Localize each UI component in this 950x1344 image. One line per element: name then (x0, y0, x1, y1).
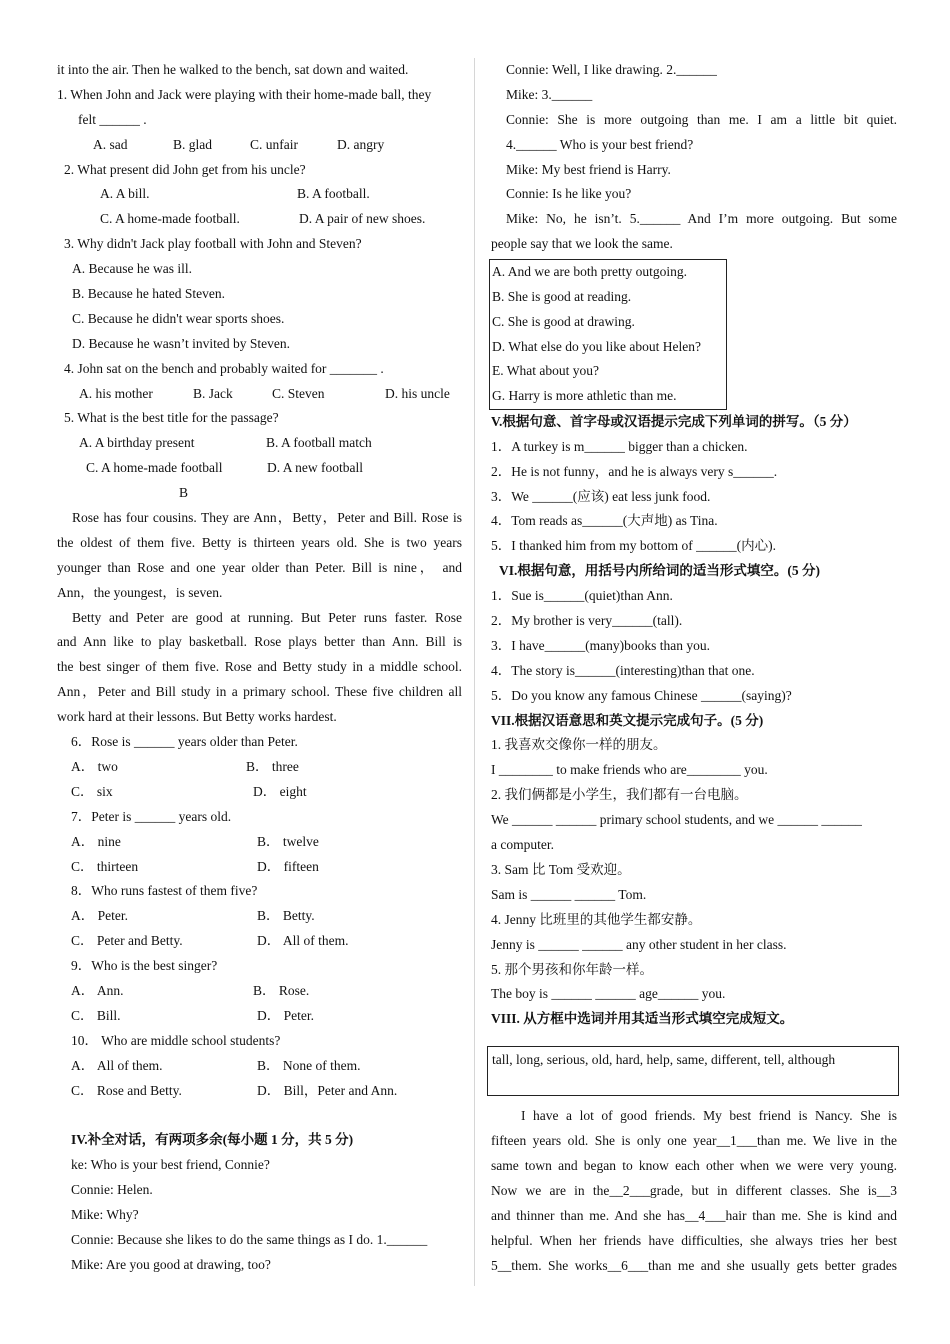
option[interactable]: B. glad (173, 136, 212, 152)
option[interactable]: C. Because he didn't wear sports shoes. (72, 310, 285, 326)
option[interactable]: G. Harry is more athletic than me. (492, 388, 677, 404)
exercise-line: 1．Sue is______(quiet)than Ann. (491, 588, 673, 604)
option[interactable]: A. Because he was ill. (72, 261, 192, 277)
exercise-line: We ______ ______ primary school students, and we ______ ______ (491, 812, 862, 828)
question-5-options-b (57, 456, 462, 481)
exercise-line: 2. 我们俩都是小学生，我们都有一台电脑。 (491, 787, 748, 803)
paragraph-line: younger than Rose and one year older than Peter. Bill is nine， and (57, 559, 462, 575)
exercise-line: 5. 那个男孩和你年龄一样。 (491, 961, 653, 977)
exercise-line: a computer. (491, 837, 554, 853)
exercise-line: 4．Tom reads as______(大声地) as Tina. (491, 513, 718, 529)
exercise-line: Jenny is ______ ______ any other student in her class. (491, 936, 787, 952)
paragraph-line: the oldest of them five. Betty is thirteen years old. She is two years (57, 534, 462, 550)
question-1-options (57, 133, 462, 158)
option[interactable]: A. his mother (79, 385, 153, 401)
question-8-options-a (57, 904, 462, 929)
option[interactable]: B. A football. (297, 186, 370, 202)
question-10: 10． Who are middle school students? (71, 1032, 281, 1048)
section-5-title: V.根据句意、首字母或汉语提示完成下列单词的拼写。（5 分） (491, 413, 857, 429)
exercise-line: Sam is ______ ______ Tom. (491, 886, 647, 902)
dialog-line: Connie: She is more outgoing than me. I am a little bit quiet. (506, 111, 897, 127)
option[interactable]: C． Bill. (71, 1007, 121, 1023)
exercise-line: 4. Jenny 比班里的其他学生都安静。 (491, 911, 702, 927)
question-2-options-b (57, 207, 462, 232)
section-6-title: VI.根据句意，用括号内所给词的适当形式填空。(5 分) (499, 563, 820, 579)
question-5-options-a (57, 431, 462, 456)
exercise-line: 3．I have______(many)books than you. (491, 637, 710, 653)
option[interactable]: A． nine (71, 833, 121, 849)
question-9: 9．Who is the best singer? (71, 958, 218, 974)
option[interactable]: A. And we are both pretty outgoing. (492, 264, 687, 280)
question-4: 4. John sat on the bench and probably waited for _______ . (64, 360, 384, 376)
option[interactable]: C． Rose and Betty. (71, 1082, 182, 1098)
option[interactable]: D. his uncle (385, 385, 450, 401)
option[interactable]: B． Betty. (257, 908, 315, 924)
column-divider (474, 58, 475, 1286)
option[interactable]: D. A pair of new shoes. (299, 211, 426, 227)
dialog-line: Mike: Are you good at drawing, too? (71, 1256, 271, 1272)
exercise-line: 2．My brother is very______(tall). (491, 613, 683, 629)
option[interactable]: A. A bill. (100, 186, 150, 202)
passage-line: same town and began to know each other when we were very young. (491, 1157, 897, 1173)
dialog-line: Mike: 3.______ (506, 86, 593, 102)
question-7-options-b (57, 855, 462, 880)
option[interactable]: B. She is good at reading. (492, 288, 632, 304)
question-8-options-b (57, 929, 462, 954)
option[interactable]: D. angry (337, 136, 385, 152)
paragraph-line: work hard at their lessons. But Betty works hardest. (57, 709, 337, 725)
option[interactable]: A． All of them. (71, 1057, 163, 1073)
option[interactable]: C. A home-made football. (100, 211, 240, 227)
question-1-cont: felt ______ . (78, 111, 147, 127)
exercise-line: 5．Do you know any famous Chinese ______(saying)? (491, 687, 792, 703)
option[interactable]: C. Steven (272, 385, 325, 401)
option[interactable]: B. Because he hated Steven. (72, 286, 225, 302)
dialog-options-box (489, 259, 727, 410)
question-9-options-a (57, 979, 462, 1004)
exercise-line: 1．A turkey is m______ bigger than a chicken. (491, 438, 748, 454)
dialog-line: Connie: Is he like you? (506, 186, 632, 202)
dialog-line: Connie: Helen. (71, 1182, 153, 1198)
exercise-line: 3. Sam 比 Tom 受欢迎。 (491, 861, 631, 877)
paragraph-line: Betty and Peter are good at running. But Peter runs faster. Rose (72, 609, 462, 625)
word-bank: tall, long, serious, old, hard, help, same, different, tell, although (492, 1052, 836, 1068)
passage-line: I have a lot of good friends. My best friend is Nancy. She is (521, 1108, 897, 1124)
exercise-line: 4．The story is______(interesting)than that one. (491, 662, 755, 678)
option[interactable]: C. She is good at drawing. (492, 313, 635, 329)
option[interactable]: A． Ann. (71, 982, 124, 998)
option[interactable]: C． Peter and Betty. (71, 933, 183, 949)
section-8-title: VIII. 从方框中选词并用其适当形式填空完成短文。 (491, 1011, 794, 1027)
option[interactable]: A． Peter. (71, 908, 128, 924)
section-b-heading: B (179, 485, 189, 501)
exercise-line: 1. 我喜欢交像你一样的朋友。 (491, 737, 667, 753)
option[interactable]: D． Bill，Peter and Ann. (257, 1082, 398, 1098)
question-5: 5. What is the best title for the passage? (64, 410, 279, 426)
question-4-options (57, 382, 462, 407)
exercise-line: I ________ to make friends who are________ you. (491, 762, 768, 778)
option[interactable]: D． Peter. (257, 1007, 314, 1023)
section-4-title: IV.补全对话，有两项多余(每小题 1 分，共 5 分) (71, 1132, 354, 1148)
dialog-line: Connie: Because she likes to do the same things as I do. 1.______ (71, 1231, 428, 1247)
dialog-line: ke: Who is your best friend, Connie? (71, 1157, 270, 1173)
option[interactable]: C. unfair (250, 136, 298, 152)
paragraph-line: Rose has four cousins. They are Ann，Betty，Peter and Bill. Rose is (72, 510, 462, 526)
paragraph-line: and Ann like to play basketball. Rose plays better than Ann. Bill is (57, 634, 462, 650)
question-8: 8．Who runs fastest of them five? (71, 883, 258, 899)
option[interactable]: B． three (246, 758, 299, 774)
option[interactable]: D． All of them. (257, 933, 349, 949)
option[interactable]: B. A football match (266, 435, 372, 451)
passage-line: and thinner than me. And she has__4___hair than me. She is kind and (491, 1207, 897, 1223)
question-6-options-a (57, 755, 462, 780)
dialog-line: Mike: No, he isn’t. 5.______ And I’m more outgoing. But some (506, 211, 897, 227)
option[interactable]: A． two (71, 758, 118, 774)
exercise-line: The boy is ______ ______ age______ you. (491, 986, 726, 1002)
option[interactable]: E. What about you? (492, 363, 599, 379)
question-6: 6．Rose is ______ years older than Peter. (71, 734, 298, 750)
passage-line: 5__them. She works__6___than me and she usually gets better grades (491, 1257, 897, 1273)
option[interactable]: D. Because he wasn’t invited by Steven. (72, 335, 290, 351)
option[interactable]: D． eight (253, 783, 307, 799)
dialog-line: Mike: My best friend is Harry. (506, 161, 671, 177)
paragraph-line: Ann，the youngest，is seven. (57, 584, 223, 600)
option[interactable]: B． Rose. (253, 982, 310, 998)
spacer (57, 1103, 462, 1128)
question-6-options-b (57, 780, 462, 805)
option[interactable]: B． None of them. (257, 1057, 361, 1073)
option[interactable]: A. sad (93, 136, 128, 152)
question-3: 3. Why didn't Jack play football with John and Steven? (64, 236, 362, 252)
option[interactable]: B． twelve (257, 833, 319, 849)
passage-line: Now we are in the__2___grade, but in different classes. She is__3 (491, 1182, 897, 1198)
question-10-options-b (57, 1079, 462, 1104)
question-10-options-a (57, 1054, 462, 1079)
option[interactable]: C． six (71, 783, 113, 799)
paragraph-line: Ann，Peter and Bill study in a primary school. These five children all (57, 684, 462, 700)
passage-tail: it into the air. Then he walked to the bench, sat down and waited. (57, 62, 409, 77)
option[interactable]: D. What else do you like about Helen? (492, 338, 701, 354)
left-column (57, 58, 462, 1278)
option[interactable]: D． fifteen (257, 858, 319, 874)
option[interactable]: C． thirteen (71, 858, 139, 874)
paragraph-line: the best singer of them five. Rose and Betty study in a middle school. (57, 659, 462, 675)
option[interactable]: C. A home-made football (86, 460, 223, 476)
dialog-line: people say that we look the same. (491, 236, 673, 252)
exercise-line: 2．He is not funny，and he is always very s______. (491, 463, 778, 479)
passage-line: helpful. When her friends have difficulties, she always tries her best (491, 1232, 897, 1248)
dialog-line: 4.______ Who is your best friend? (506, 136, 694, 152)
question-7: 7．Peter is ______ years old. (71, 808, 232, 824)
passage-line: fifteen years old. She is only one year__1___than me. We live in the (491, 1133, 897, 1149)
question-2: 2. What present did John get from his uncle? (64, 161, 306, 177)
option[interactable]: B. Jack (193, 385, 233, 401)
question-2-options-a (57, 182, 462, 207)
question-1: 1. When John and Jack were playing with their home-made ball, they (57, 86, 432, 102)
exercise-line: 5．I thanked him from my bottom of ______(内心). (491, 538, 776, 554)
option[interactable]: D. A new football (267, 460, 363, 476)
right-column (491, 58, 897, 1278)
word-bank-box (487, 1046, 899, 1096)
exercise-line: 3．We ______(应该) eat less junk food. (491, 488, 711, 504)
dialog-line: Connie: Well, I like drawing. 2.______ (506, 62, 717, 77)
question-7-options-a (57, 830, 462, 855)
option[interactable]: A. A birthday present (79, 435, 195, 451)
question-9-options-b (57, 1004, 462, 1029)
dialog-line: Mike: Why? (71, 1206, 139, 1222)
section-7-title: VII.根据汉语意思和英文提示完成句子。(5 分) (491, 712, 764, 728)
